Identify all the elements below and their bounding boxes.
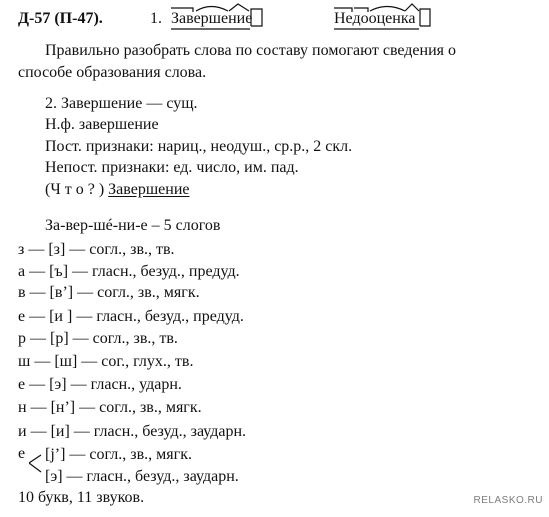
phonetic-row: р — [р] — согл., зв., тв. xyxy=(18,330,178,347)
morph-line-4: Непост. признаки: ед. число, им. пад. xyxy=(45,159,299,176)
syllable-line: За-вер-шé-ни-е – 5 слогов xyxy=(45,217,221,234)
ending-mark-zavershenie xyxy=(251,9,262,26)
phonetic-row: з — [з] — согл., зв., тв. xyxy=(18,241,175,258)
morph-line-3: Пост. признаки: нариц., неодуш., ср.р., 2 скл. xyxy=(45,138,353,155)
word-nedootsenka: Недооценка xyxy=(334,10,416,27)
intro-line-1: Правильно разобрать слова по составу помогают сведения о xyxy=(45,42,457,59)
ending-mark-nedootsenka xyxy=(420,9,430,26)
watermark: RELASKO.RU xyxy=(473,495,543,506)
exercise-label: Д-57 (П-47). xyxy=(18,10,103,27)
phonetic-row-e: [э] — гласн., безуд., заударн. xyxy=(45,468,239,485)
split-connector xyxy=(29,450,43,476)
phonetic-row: е — [и ] — гласн., безуд., предуд. xyxy=(18,308,244,325)
morph-question-line xyxy=(45,182,189,198)
morph-word: Завершение xyxy=(108,181,190,198)
summary-line: 10 букв, 11 звуков. xyxy=(18,489,145,506)
morph-line-2: Н.ф. завершение xyxy=(45,116,159,133)
phonetic-row: в — [в’] — согл., зв., мягк. xyxy=(18,284,200,301)
morph-line-1: 2. Завершение — сущ. xyxy=(45,95,198,112)
phonetic-row: н — [н’] — согл., зв., мягк. xyxy=(18,399,202,416)
last-letter: е xyxy=(18,445,26,462)
phonetic-row: и — [и] — гласн., безуд., заударн. xyxy=(18,423,247,440)
phonetic-row: ш — [ш] — сог., глух., тв. xyxy=(18,353,194,370)
phonetic-row: е — [э] — гласн., ударн. xyxy=(18,376,182,393)
phonetic-row-j: [j’] — согл., зв., мягк. xyxy=(45,446,192,463)
item-number: 1. xyxy=(150,10,162,27)
morph-question: (Ч т о ? ) xyxy=(45,181,105,198)
phonetic-row: а — [ъ] — гласн., безуд., предуд. xyxy=(18,263,240,280)
word-zavershenie: Завершение xyxy=(171,10,253,27)
intro-line-2: способе образования слова. xyxy=(18,64,207,81)
